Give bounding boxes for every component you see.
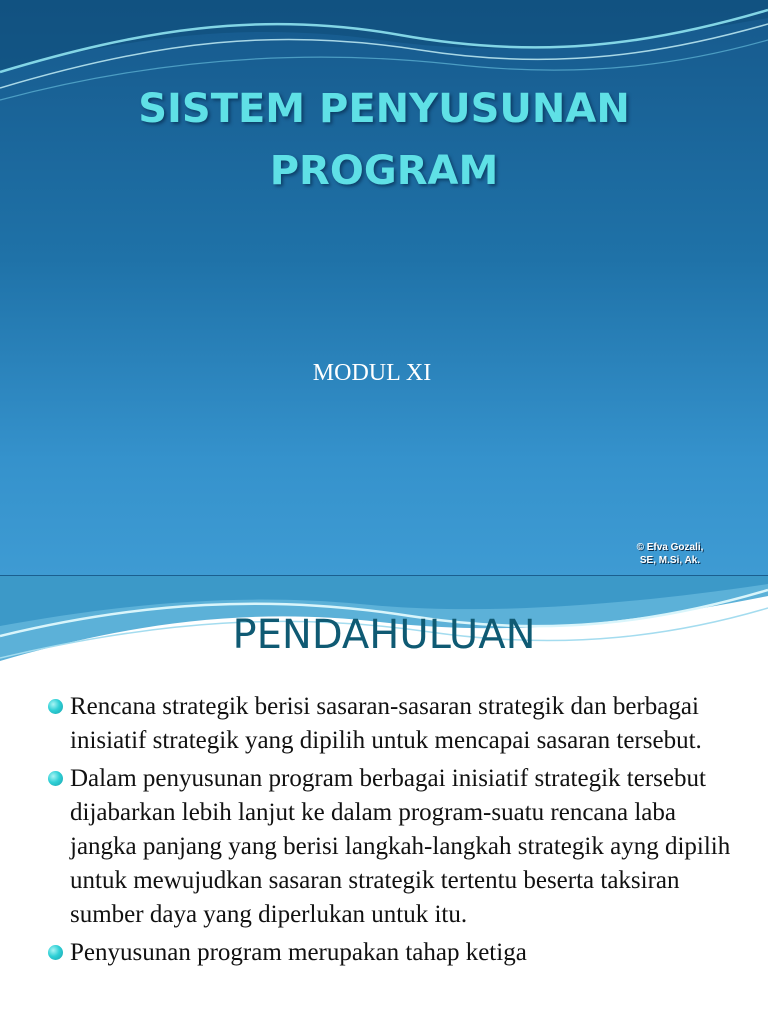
slide-pendahuluan	[0, 576, 768, 1024]
list-item-text: Dalam penyusunan program berbagai inisiatif strategik tersebut dijabarkan lebih lanjut ke dalam program-suatu rencana laba jangka panjang yang berisi langkah-langkah strategik ayng dipilih untuk mewujudkan sasaran strategik tertentu beserta taksiran sumber daya yang diperlukan untuk itu.	[70, 765, 731, 928]
title-line-2: PROGRAM	[269, 148, 499, 194]
list-item	[44, 690, 744, 758]
list-item-text: Penyusunan program merupakan tahap ketiga	[70, 939, 527, 966]
copyright-line-2: SE, M.Si, Ak.	[639, 555, 701, 566]
bullet-icon	[48, 945, 63, 960]
slide-title-heading	[0, 78, 768, 202]
list-item	[44, 762, 744, 932]
title-line-1: SISTEM PENYUSUNAN	[138, 86, 630, 132]
copyright-line-1: © Efva Gozali,	[636, 542, 704, 553]
bullet-icon	[48, 771, 63, 786]
bullet-icon	[48, 699, 63, 714]
list-item	[44, 936, 744, 970]
list-item-text: Rencana strategik berisi sasaran-sasaran strategik dan berbagai inisiatif strategik yang dipilih untuk mencapai sasaran tersebut.	[70, 693, 702, 754]
bullet-list	[44, 690, 744, 974]
copyright-note	[610, 541, 730, 567]
slide-subtitle: MODUL XI	[312, 360, 432, 386]
slide-heading: PENDAHULUAN	[232, 612, 536, 658]
